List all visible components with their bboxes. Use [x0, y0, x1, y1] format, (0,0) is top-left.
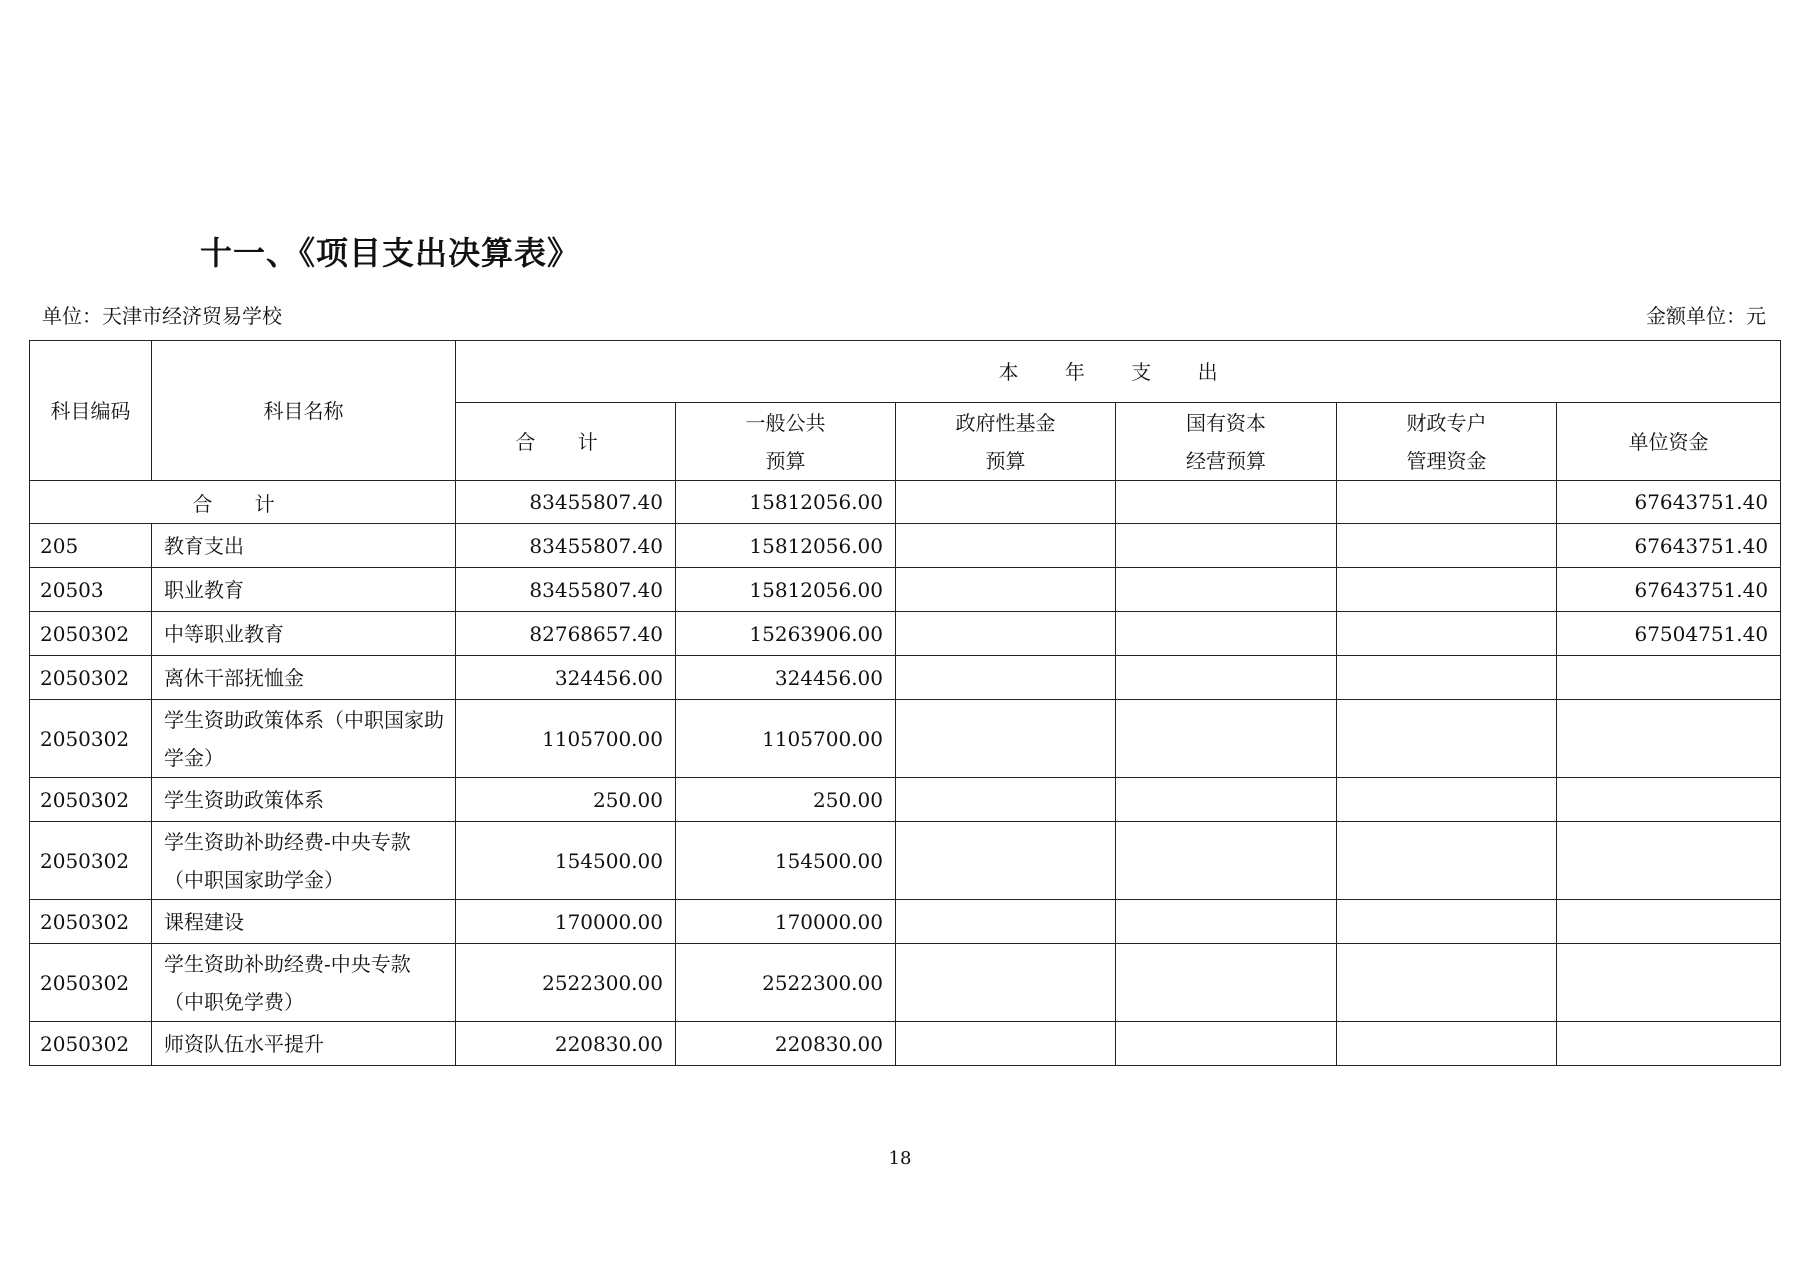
header-gov-fund-line2: 预算	[985, 448, 1026, 473]
total-row-fiscal-special	[1337, 481, 1557, 524]
row-code: 2050302	[30, 944, 152, 1022]
row-general: 324456.00	[676, 656, 896, 700]
table-row	[30, 524, 1781, 568]
row-fiscal-special	[1337, 900, 1557, 944]
header-state-capital-line2: 经营预算	[1186, 448, 1266, 473]
row-code: 2050302	[30, 900, 152, 944]
table-row	[30, 900, 1781, 944]
row-gov-fund	[896, 524, 1116, 568]
header-fiscal-special	[1337, 403, 1557, 481]
total-row-unit-funds: 67643751.40	[1557, 481, 1781, 524]
row-general: 2522300.00	[676, 944, 896, 1022]
row-gov-fund	[896, 900, 1116, 944]
row-general: 154500.00	[676, 822, 896, 900]
table-row	[30, 944, 1781, 1022]
row-code: 20503	[30, 568, 152, 612]
row-fiscal-special	[1337, 612, 1557, 656]
row-name: 师资队伍水平提升	[152, 1022, 456, 1066]
row-name: 学生资助政策体系（中职国家助学金）	[152, 700, 456, 778]
table-row	[30, 656, 1781, 700]
row-gov-fund	[896, 1022, 1116, 1066]
row-unit-funds	[1557, 656, 1781, 700]
row-gov-fund	[896, 700, 1116, 778]
total-row-state-capital	[1116, 481, 1337, 524]
row-unit-funds	[1557, 700, 1781, 778]
row-general: 170000.00	[676, 900, 896, 944]
row-gov-fund	[896, 822, 1116, 900]
currency-unit-label: 金额单位：元	[1646, 304, 1766, 328]
row-unit-funds	[1557, 778, 1781, 822]
row-unit-funds: 67504751.40	[1557, 612, 1781, 656]
row-state-capital	[1116, 822, 1337, 900]
header-fiscal-special-line1: 财政专户	[1406, 410, 1487, 435]
row-state-capital	[1116, 700, 1337, 778]
row-total: 2522300.00	[456, 944, 676, 1022]
row-general: 220830.00	[676, 1022, 896, 1066]
row-unit-funds	[1557, 1022, 1781, 1066]
row-total: 1105700.00	[456, 700, 676, 778]
total-row-general: 15812056.00	[676, 481, 896, 524]
total-row-label: 合 计	[30, 481, 456, 524]
row-general: 250.00	[676, 778, 896, 822]
table-row	[30, 778, 1781, 822]
row-general: 1105700.00	[676, 700, 896, 778]
row-state-capital	[1116, 568, 1337, 612]
row-code: 2050302	[30, 612, 152, 656]
header-gov-fund	[896, 403, 1116, 481]
row-name: 学生资助补助经费-中央专款（中职国家助学金）	[152, 822, 456, 900]
project-expenditure-table	[29, 340, 1781, 1066]
header-name: 科目名称	[152, 341, 456, 481]
header-code: 科目编码	[30, 341, 152, 481]
row-fiscal-special	[1337, 700, 1557, 778]
row-unit-funds: 67643751.40	[1557, 524, 1781, 568]
row-name: 学生资助政策体系	[152, 778, 456, 822]
total-row	[30, 481, 1781, 524]
row-name: 教育支出	[152, 524, 456, 568]
header-state-capital-line1: 国有资本	[1186, 410, 1266, 435]
reporting-unit-label: 单位：天津市经济贸易学校	[42, 304, 282, 328]
header-general-budget	[676, 403, 896, 481]
header-general-budget-line2: 预算	[765, 448, 806, 473]
row-gov-fund	[896, 656, 1116, 700]
row-code: 2050302	[30, 822, 152, 900]
row-name: 离休干部抚恤金	[152, 656, 456, 700]
row-code: 2050302	[30, 700, 152, 778]
table-row	[30, 822, 1781, 900]
row-name: 中等职业教育	[152, 612, 456, 656]
row-total: 220830.00	[456, 1022, 676, 1066]
row-fiscal-special	[1337, 944, 1557, 1022]
row-total: 82768657.40	[456, 612, 676, 656]
row-code: 2050302	[30, 656, 152, 700]
row-state-capital	[1116, 900, 1337, 944]
row-state-capital	[1116, 778, 1337, 822]
header-total: 合 计	[456, 403, 676, 481]
row-state-capital	[1116, 1022, 1337, 1066]
header-fiscal-special-line2: 管理资金	[1406, 448, 1487, 473]
table-row	[30, 700, 1781, 778]
row-name: 学生资助补助经费-中央专款（中职免学费）	[152, 944, 456, 1022]
row-code: 205	[30, 524, 152, 568]
row-total: 83455807.40	[456, 568, 676, 612]
row-unit-funds	[1557, 822, 1781, 900]
row-code: 2050302	[30, 1022, 152, 1066]
row-unit-funds	[1557, 944, 1781, 1022]
header-general-budget-line1: 一般公共	[745, 410, 826, 435]
page-number: 18	[888, 1148, 912, 1169]
header-gov-fund-line1: 政府性基金	[955, 410, 1056, 435]
header-current-year-expenditure: 本 年 支 出	[456, 341, 1781, 403]
row-fiscal-special	[1337, 656, 1557, 700]
row-gov-fund	[896, 778, 1116, 822]
row-general: 15812056.00	[676, 524, 896, 568]
row-state-capital	[1116, 524, 1337, 568]
row-total: 324456.00	[456, 656, 676, 700]
table-row	[30, 1022, 1781, 1066]
row-total: 83455807.40	[456, 524, 676, 568]
row-unit-funds	[1557, 900, 1781, 944]
row-gov-fund	[896, 944, 1116, 1022]
row-state-capital	[1116, 944, 1337, 1022]
row-gov-fund	[896, 568, 1116, 612]
row-unit-funds: 67643751.40	[1557, 568, 1781, 612]
header-unit-funds: 单位资金	[1557, 403, 1781, 481]
row-fiscal-special	[1337, 778, 1557, 822]
row-fiscal-special	[1337, 1022, 1557, 1066]
row-total: 154500.00	[456, 822, 676, 900]
page-title: 十一、《项目支出决算表》	[200, 234, 581, 272]
row-general: 15263906.00	[676, 612, 896, 656]
row-name: 职业教育	[152, 568, 456, 612]
total-row-gov-fund	[896, 481, 1116, 524]
row-state-capital	[1116, 612, 1337, 656]
row-state-capital	[1116, 656, 1337, 700]
row-total: 170000.00	[456, 900, 676, 944]
row-fiscal-special	[1337, 524, 1557, 568]
table-row	[30, 568, 1781, 612]
row-total: 250.00	[456, 778, 676, 822]
row-fiscal-special	[1337, 822, 1557, 900]
header-state-capital	[1116, 403, 1337, 481]
row-name: 课程建设	[152, 900, 456, 944]
row-fiscal-special	[1337, 568, 1557, 612]
total-row-total: 83455807.40	[456, 481, 676, 524]
table-row	[30, 612, 1781, 656]
row-general: 15812056.00	[676, 568, 896, 612]
row-code: 2050302	[30, 778, 152, 822]
row-gov-fund	[896, 612, 1116, 656]
